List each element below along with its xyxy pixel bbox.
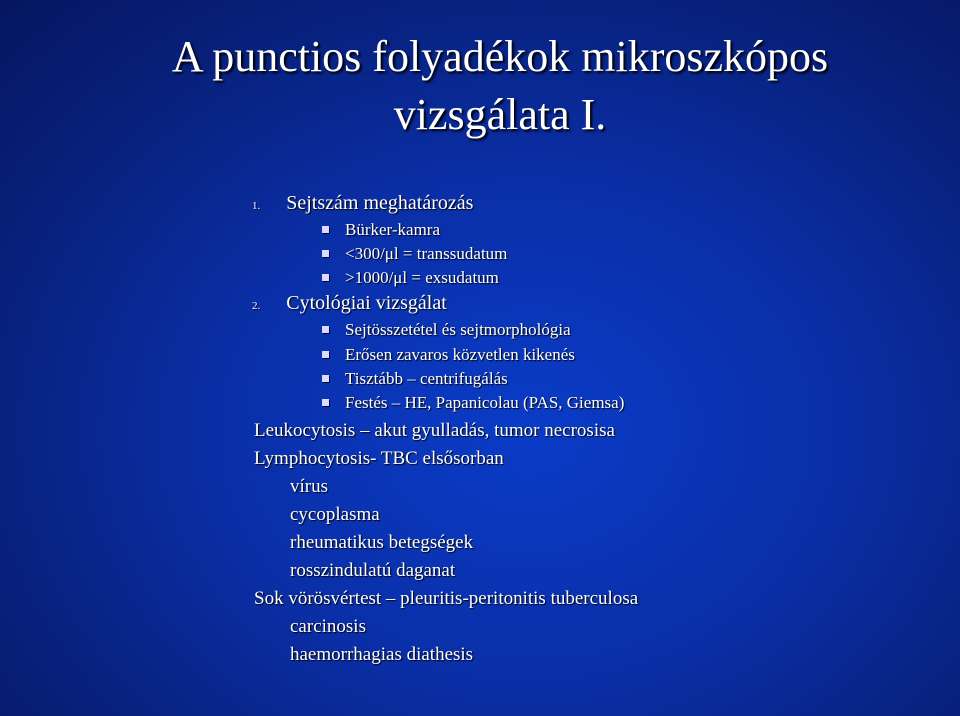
square-bullet-icon bbox=[322, 375, 329, 382]
note-line: Leukocytosis – akut gyulladás, tumor necrosisa bbox=[254, 420, 615, 441]
note-line: cycoplasma bbox=[290, 504, 380, 525]
note-line: carcinosis bbox=[290, 616, 366, 637]
note-line: haemorrhagias diathesis bbox=[290, 644, 474, 665]
note-line: rosszindulatú daganat bbox=[290, 560, 456, 581]
list-item: Erősen zavaros közvetlen kikenés bbox=[322, 345, 575, 365]
note-line: rheumatikus betegségek bbox=[290, 532, 474, 553]
list-item: Sejtösszetétel és sejtmorphológia bbox=[322, 320, 571, 340]
square-bullet-icon bbox=[322, 274, 329, 281]
section-1-heading bbox=[252, 192, 473, 215]
square-bullet-icon bbox=[322, 351, 329, 358]
section-2-heading bbox=[252, 292, 447, 315]
square-bullet-icon bbox=[322, 326, 329, 333]
note-line: Sok vörösvértest – pleuritis-peritonitis tuberculosa bbox=[254, 588, 639, 609]
title-line-2: vizsgálata I. bbox=[393, 90, 607, 139]
list-item: >1000/μl = exsudatum bbox=[322, 268, 499, 288]
section-1-number: 1. bbox=[252, 200, 261, 212]
square-bullet-icon bbox=[322, 226, 329, 233]
list-item: Festés – HE, Papanicolau (PAS, Giemsa) bbox=[322, 393, 624, 413]
section-2-title: Cytológiai vizsgálat bbox=[286, 292, 447, 314]
list-item: Tisztább – centrifugálás bbox=[322, 369, 508, 389]
note-line: Lymphocytosis- TBC elsősorban bbox=[254, 448, 504, 469]
square-bullet-icon bbox=[322, 250, 329, 257]
square-bullet-icon bbox=[322, 399, 329, 406]
slide-title bbox=[60, 28, 940, 144]
list-item: Bürker-kamra bbox=[322, 220, 440, 240]
section-1-title: Sejtszám meghatározás bbox=[286, 192, 474, 214]
note-line: vírus bbox=[290, 476, 328, 497]
section-2-number: 2. bbox=[252, 300, 261, 312]
list-item: <300/μl = transsudatum bbox=[322, 244, 507, 264]
title-line-1: A punctios folyadékok mikroszkópos bbox=[171, 32, 829, 81]
